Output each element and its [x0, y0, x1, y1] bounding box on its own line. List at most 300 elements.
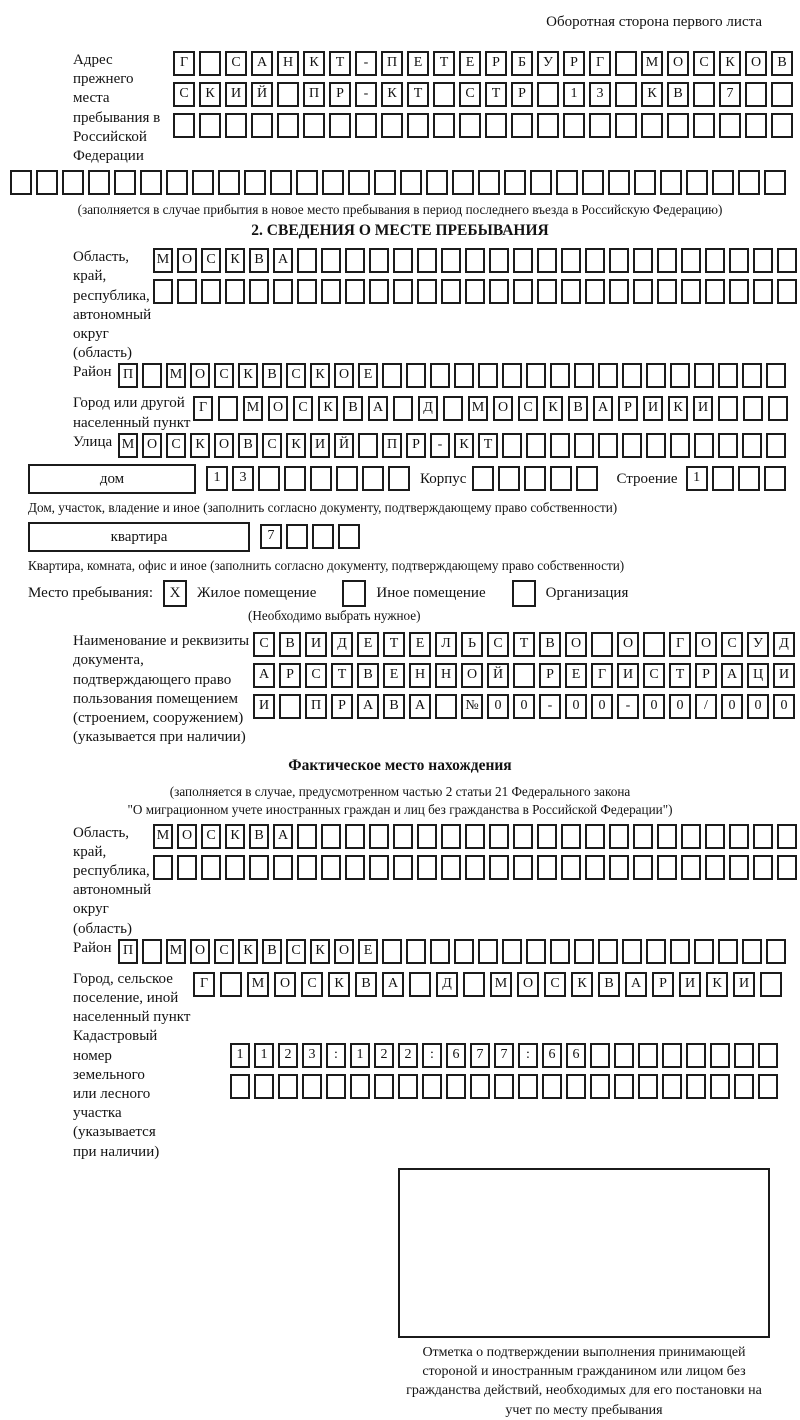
form-cell[interactable]: [409, 972, 431, 997]
form-cell[interactable]: [561, 279, 581, 304]
cell-row-city[interactable]: [193, 396, 793, 421]
form-cell[interactable]: [753, 855, 773, 880]
form-cell[interactable]: [277, 82, 299, 107]
form-cell[interactable]: [435, 694, 457, 719]
form-cell[interactable]: [489, 824, 509, 849]
cell-row-apartment[interactable]: [260, 524, 364, 549]
form-cell[interactable]: [454, 363, 474, 388]
form-cell[interactable]: [254, 1074, 274, 1099]
form-cell[interactable]: [441, 855, 461, 880]
form-cell[interactable]: [537, 82, 559, 107]
form-cell[interactable]: [556, 170, 578, 195]
form-cell[interactable]: [502, 433, 522, 458]
form-cell[interactable]: [478, 363, 498, 388]
form-cell[interactable]: [382, 939, 402, 964]
form-cell[interactable]: А: [625, 972, 647, 997]
form-cell[interactable]: [738, 466, 760, 491]
cell-row-actual-city[interactable]: [193, 972, 787, 997]
form-cell[interactable]: К: [318, 396, 338, 421]
form-cell[interactable]: [694, 363, 714, 388]
form-cell[interactable]: [705, 248, 725, 273]
form-cell[interactable]: [657, 279, 677, 304]
form-cell[interactable]: [329, 113, 351, 138]
form-cell[interactable]: [686, 1043, 706, 1068]
form-cell[interactable]: М: [247, 972, 269, 997]
form-cell[interactable]: [634, 170, 656, 195]
form-cell[interactable]: 3: [302, 1043, 322, 1068]
form-cell[interactable]: [465, 248, 485, 273]
form-cell[interactable]: [273, 279, 293, 304]
form-cell[interactable]: 2: [374, 1043, 394, 1068]
form-cell[interactable]: 3: [589, 82, 611, 107]
form-cell[interactable]: [513, 824, 533, 849]
form-cell[interactable]: [705, 824, 725, 849]
form-cell[interactable]: П: [381, 51, 403, 76]
form-cell[interactable]: С: [301, 972, 323, 997]
form-cell[interactable]: О: [745, 51, 767, 76]
form-cell[interactable]: [417, 855, 437, 880]
form-cell[interactable]: [348, 170, 370, 195]
form-cell[interactable]: [657, 855, 677, 880]
form-cell[interactable]: Г: [193, 972, 215, 997]
form-cell[interactable]: [742, 363, 762, 388]
form-cell[interactable]: [705, 855, 725, 880]
form-cell[interactable]: [345, 824, 365, 849]
form-cell[interactable]: [712, 466, 734, 491]
form-cell[interactable]: [753, 824, 773, 849]
form-cell[interactable]: К: [668, 396, 688, 421]
form-cell[interactable]: С: [262, 433, 282, 458]
form-cell[interactable]: С: [214, 939, 234, 964]
form-cell[interactable]: [670, 363, 690, 388]
form-cell[interactable]: Е: [358, 363, 378, 388]
form-cell[interactable]: О: [177, 824, 197, 849]
form-cell[interactable]: [693, 113, 715, 138]
form-cell[interactable]: О: [190, 363, 210, 388]
form-cell[interactable]: Й: [251, 82, 273, 107]
form-cell[interactable]: К: [190, 433, 210, 458]
form-cell[interactable]: [615, 113, 637, 138]
form-cell[interactable]: И: [643, 396, 663, 421]
form-cell[interactable]: [537, 113, 559, 138]
form-cell[interactable]: В: [598, 972, 620, 997]
form-cell[interactable]: [638, 1043, 658, 1068]
form-cell[interactable]: И: [225, 82, 247, 107]
form-cell[interactable]: [766, 939, 786, 964]
form-cell[interactable]: К: [310, 939, 330, 964]
form-cell[interactable]: Р: [652, 972, 674, 997]
form-cell[interactable]: С: [201, 824, 221, 849]
form-cell[interactable]: 0: [643, 694, 665, 719]
form-cell[interactable]: [422, 1074, 442, 1099]
form-cell[interactable]: [574, 433, 594, 458]
form-cell[interactable]: О: [617, 632, 639, 657]
form-cell[interactable]: -: [539, 694, 561, 719]
form-cell[interactable]: С: [693, 51, 715, 76]
form-cell[interactable]: [729, 824, 749, 849]
form-cell[interactable]: [433, 113, 455, 138]
form-cell[interactable]: [406, 939, 426, 964]
form-cell[interactable]: [563, 113, 585, 138]
form-cell[interactable]: В: [238, 433, 258, 458]
form-cell[interactable]: В: [771, 51, 793, 76]
form-cell[interactable]: [463, 972, 485, 997]
form-cell[interactable]: [766, 363, 786, 388]
form-cell[interactable]: [296, 170, 318, 195]
form-cell[interactable]: [686, 170, 708, 195]
form-cell[interactable]: [660, 170, 682, 195]
form-cell[interactable]: [712, 170, 734, 195]
form-cell[interactable]: [230, 1074, 250, 1099]
form-cell[interactable]: [297, 824, 317, 849]
form-cell[interactable]: [406, 363, 426, 388]
form-cell[interactable]: Р: [695, 663, 717, 688]
form-cell[interactable]: Р: [563, 51, 585, 76]
form-cell[interactable]: [705, 279, 725, 304]
form-cell[interactable]: 1: [206, 466, 228, 491]
form-cell[interactable]: [358, 433, 378, 458]
form-cell[interactable]: [459, 113, 481, 138]
form-cell[interactable]: Ц: [747, 663, 769, 688]
form-cell[interactable]: [561, 248, 581, 273]
form-cell[interactable]: [743, 396, 763, 421]
form-cell[interactable]: [504, 170, 526, 195]
form-cell[interactable]: [526, 939, 546, 964]
form-cell[interactable]: [537, 855, 557, 880]
form-cell[interactable]: [249, 855, 269, 880]
form-cell[interactable]: П: [118, 939, 138, 964]
form-cell[interactable]: [407, 113, 429, 138]
form-cell[interactable]: К: [706, 972, 728, 997]
form-cell[interactable]: [218, 396, 238, 421]
form-cell[interactable]: Й: [487, 663, 509, 688]
form-cell[interactable]: С: [286, 363, 306, 388]
form-cell[interactable]: [470, 1074, 490, 1099]
form-cell[interactable]: Т: [407, 82, 429, 107]
form-cell[interactable]: [657, 248, 677, 273]
form-cell[interactable]: [718, 939, 738, 964]
form-cell[interactable]: В: [667, 82, 689, 107]
form-cell[interactable]: Т: [329, 51, 351, 76]
form-cell[interactable]: [345, 248, 365, 273]
form-cell[interactable]: [585, 248, 605, 273]
form-cell[interactable]: [426, 170, 448, 195]
form-cell[interactable]: [177, 855, 197, 880]
form-cell[interactable]: [524, 466, 546, 491]
form-cell[interactable]: О: [190, 939, 210, 964]
form-cell[interactable]: У: [747, 632, 769, 657]
form-cell[interactable]: Е: [407, 51, 429, 76]
form-cell[interactable]: Р: [511, 82, 533, 107]
form-cell[interactable]: 3: [232, 466, 254, 491]
form-cell[interactable]: [218, 170, 240, 195]
form-cell[interactable]: [494, 1074, 514, 1099]
form-cell[interactable]: [764, 170, 786, 195]
form-cell[interactable]: С: [305, 663, 327, 688]
form-cell[interactable]: М: [166, 939, 186, 964]
form-cell[interactable]: С: [173, 82, 195, 107]
form-cell[interactable]: М: [490, 972, 512, 997]
form-cell[interactable]: Г: [193, 396, 213, 421]
form-cell[interactable]: 1: [350, 1043, 370, 1068]
form-cell[interactable]: :: [518, 1043, 538, 1068]
form-cell[interactable]: [345, 279, 365, 304]
form-cell[interactable]: С: [166, 433, 186, 458]
form-cell[interactable]: [297, 855, 317, 880]
form-cell[interactable]: К: [199, 82, 221, 107]
form-cell[interactable]: Г: [591, 663, 613, 688]
form-cell[interactable]: [734, 1074, 754, 1099]
form-cell[interactable]: [430, 939, 450, 964]
form-cell[interactable]: К: [328, 972, 350, 997]
form-cell[interactable]: [302, 1074, 322, 1099]
form-cell[interactable]: [738, 170, 760, 195]
form-cell[interactable]: [633, 248, 653, 273]
form-cell[interactable]: [609, 855, 629, 880]
form-cell[interactable]: Н: [409, 663, 431, 688]
form-cell[interactable]: [326, 1074, 346, 1099]
form-cell[interactable]: [244, 170, 266, 195]
form-cell[interactable]: [369, 248, 389, 273]
form-cell[interactable]: [589, 113, 611, 138]
cell-row-region-1[interactable]: [153, 248, 800, 273]
form-cell[interactable]: [633, 279, 653, 304]
form-cell[interactable]: [441, 824, 461, 849]
form-cell[interactable]: В: [357, 663, 379, 688]
form-cell[interactable]: [10, 170, 32, 195]
form-cell[interactable]: С: [643, 663, 665, 688]
cell-row-prev-address-3[interactable]: [173, 113, 797, 138]
form-cell[interactable]: О: [142, 433, 162, 458]
form-cell[interactable]: [561, 824, 581, 849]
form-cell[interactable]: [550, 939, 570, 964]
form-cell[interactable]: -: [430, 433, 450, 458]
form-cell[interactable]: А: [253, 663, 275, 688]
form-cell[interactable]: [36, 170, 58, 195]
stay-type-checkbox-other[interactable]: [342, 580, 366, 607]
form-cell[interactable]: [472, 466, 494, 491]
form-cell[interactable]: [550, 363, 570, 388]
form-cell[interactable]: В: [383, 694, 405, 719]
form-cell[interactable]: [303, 113, 325, 138]
form-cell[interactable]: Д: [331, 632, 353, 657]
form-cell[interactable]: [609, 248, 629, 273]
form-cell[interactable]: Р: [329, 82, 351, 107]
form-cell[interactable]: [336, 466, 358, 491]
form-cell[interactable]: Т: [383, 632, 405, 657]
form-cell[interactable]: П: [303, 82, 325, 107]
form-cell[interactable]: [369, 855, 389, 880]
form-cell[interactable]: [430, 363, 450, 388]
form-cell[interactable]: 0: [487, 694, 509, 719]
form-cell[interactable]: [518, 1074, 538, 1099]
form-cell[interactable]: [609, 279, 629, 304]
form-cell[interactable]: [614, 1043, 634, 1068]
form-cell[interactable]: [694, 433, 714, 458]
form-cell[interactable]: [388, 466, 410, 491]
form-cell[interactable]: [576, 466, 598, 491]
form-cell[interactable]: [374, 1074, 394, 1099]
form-cell[interactable]: [297, 279, 317, 304]
form-cell[interactable]: К: [225, 248, 245, 273]
form-cell[interactable]: [489, 279, 509, 304]
form-cell[interactable]: [441, 279, 461, 304]
form-cell[interactable]: [537, 824, 557, 849]
form-cell[interactable]: [764, 466, 786, 491]
form-cell[interactable]: О: [334, 939, 354, 964]
form-cell[interactable]: А: [593, 396, 613, 421]
cell-row-prev-address-2[interactable]: [173, 82, 797, 107]
form-cell[interactable]: [398, 1074, 418, 1099]
form-cell[interactable]: С: [225, 51, 247, 76]
form-cell[interactable]: Д: [436, 972, 458, 997]
form-cell[interactable]: Т: [478, 433, 498, 458]
stay-type-checkbox-residential[interactable]: X: [163, 580, 187, 607]
form-cell[interactable]: Н: [435, 663, 457, 688]
form-cell[interactable]: 0: [721, 694, 743, 719]
form-cell[interactable]: С: [721, 632, 743, 657]
form-cell[interactable]: [771, 82, 793, 107]
form-cell[interactable]: А: [273, 824, 293, 849]
form-cell[interactable]: А: [382, 972, 404, 997]
form-cell[interactable]: [249, 279, 269, 304]
form-cell[interactable]: И: [733, 972, 755, 997]
form-cell[interactable]: В: [249, 824, 269, 849]
form-cell[interactable]: О: [268, 396, 288, 421]
cell-row-cadastral-1[interactable]: [230, 1043, 782, 1068]
form-cell[interactable]: Т: [669, 663, 691, 688]
form-cell[interactable]: 7: [719, 82, 741, 107]
form-cell[interactable]: [670, 939, 690, 964]
form-cell[interactable]: О: [177, 248, 197, 273]
form-cell[interactable]: [526, 433, 546, 458]
form-cell[interactable]: [574, 363, 594, 388]
form-cell[interactable]: К: [286, 433, 306, 458]
form-cell[interactable]: [310, 466, 332, 491]
form-cell[interactable]: А: [721, 663, 743, 688]
form-cell[interactable]: Л: [435, 632, 457, 657]
cell-row-stroenie[interactable]: [686, 466, 790, 491]
form-cell[interactable]: [417, 279, 437, 304]
form-cell[interactable]: М: [118, 433, 138, 458]
form-cell[interactable]: [201, 855, 221, 880]
form-cell[interactable]: [542, 1074, 562, 1099]
form-cell[interactable]: Г: [173, 51, 195, 76]
form-cell[interactable]: [140, 170, 162, 195]
form-cell[interactable]: Б: [511, 51, 533, 76]
form-cell[interactable]: :: [326, 1043, 346, 1068]
form-cell[interactable]: [777, 248, 797, 273]
form-cell[interactable]: О: [517, 972, 539, 997]
form-cell[interactable]: 0: [565, 694, 587, 719]
form-cell[interactable]: [502, 939, 522, 964]
form-cell[interactable]: С: [459, 82, 481, 107]
form-cell[interactable]: [681, 824, 701, 849]
form-cell[interactable]: С: [214, 363, 234, 388]
cell-row-house[interactable]: [206, 466, 414, 491]
form-cell[interactable]: Р: [485, 51, 507, 76]
form-cell[interactable]: А: [409, 694, 431, 719]
form-cell[interactable]: [286, 524, 308, 549]
form-cell[interactable]: [718, 363, 738, 388]
form-cell[interactable]: [598, 363, 618, 388]
form-cell[interactable]: [694, 939, 714, 964]
form-cell[interactable]: [393, 279, 413, 304]
form-cell[interactable]: -: [355, 82, 377, 107]
form-cell[interactable]: [513, 855, 533, 880]
cell-row-actual-region-2[interactable]: [153, 855, 800, 880]
form-cell[interactable]: [258, 466, 280, 491]
form-cell[interactable]: [369, 824, 389, 849]
form-cell[interactable]: С: [544, 972, 566, 997]
form-cell[interactable]: С: [286, 939, 306, 964]
form-cell[interactable]: [278, 1074, 298, 1099]
form-cell[interactable]: [622, 363, 642, 388]
form-cell[interactable]: [393, 824, 413, 849]
form-cell[interactable]: [615, 82, 637, 107]
form-cell[interactable]: Н: [277, 51, 299, 76]
form-cell[interactable]: Т: [433, 51, 455, 76]
form-cell[interactable]: С: [487, 632, 509, 657]
form-cell[interactable]: О: [334, 363, 354, 388]
cell-row-region-2[interactable]: [153, 279, 800, 304]
form-cell[interactable]: 0: [747, 694, 769, 719]
form-cell[interactable]: [362, 466, 384, 491]
form-cell[interactable]: [681, 279, 701, 304]
form-cell[interactable]: А: [251, 51, 273, 76]
form-cell[interactable]: В: [279, 632, 301, 657]
form-cell[interactable]: [686, 1074, 706, 1099]
form-cell[interactable]: [273, 855, 293, 880]
form-cell[interactable]: [585, 824, 605, 849]
cell-row-korpus[interactable]: [472, 466, 602, 491]
form-cell[interactable]: [350, 1074, 370, 1099]
form-cell[interactable]: [550, 433, 570, 458]
form-cell[interactable]: [643, 632, 665, 657]
form-cell[interactable]: [513, 279, 533, 304]
form-cell[interactable]: [452, 170, 474, 195]
form-cell[interactable]: Д: [773, 632, 795, 657]
form-cell[interactable]: В: [568, 396, 588, 421]
form-cell[interactable]: [667, 113, 689, 138]
form-cell[interactable]: [225, 113, 247, 138]
form-cell[interactable]: К: [454, 433, 474, 458]
form-cell[interactable]: [142, 939, 162, 964]
form-cell[interactable]: [622, 939, 642, 964]
cell-row-document-1[interactable]: [253, 632, 799, 657]
form-cell[interactable]: /: [695, 694, 717, 719]
form-cell[interactable]: С: [201, 248, 221, 273]
form-cell[interactable]: [622, 433, 642, 458]
form-cell[interactable]: И: [693, 396, 713, 421]
form-cell[interactable]: [753, 248, 773, 273]
form-cell[interactable]: И: [253, 694, 275, 719]
form-cell[interactable]: [441, 248, 461, 273]
form-cell[interactable]: [590, 1043, 610, 1068]
form-cell[interactable]: [777, 824, 797, 849]
form-cell[interactable]: М: [243, 396, 263, 421]
form-cell[interactable]: -: [355, 51, 377, 76]
form-cell[interactable]: [381, 113, 403, 138]
form-cell[interactable]: [753, 279, 773, 304]
form-cell[interactable]: С: [253, 632, 275, 657]
form-cell[interactable]: Р: [539, 663, 561, 688]
form-cell[interactable]: [279, 694, 301, 719]
form-cell[interactable]: [742, 939, 762, 964]
form-cell[interactable]: [550, 466, 572, 491]
form-cell[interactable]: [321, 824, 341, 849]
form-cell[interactable]: [355, 113, 377, 138]
